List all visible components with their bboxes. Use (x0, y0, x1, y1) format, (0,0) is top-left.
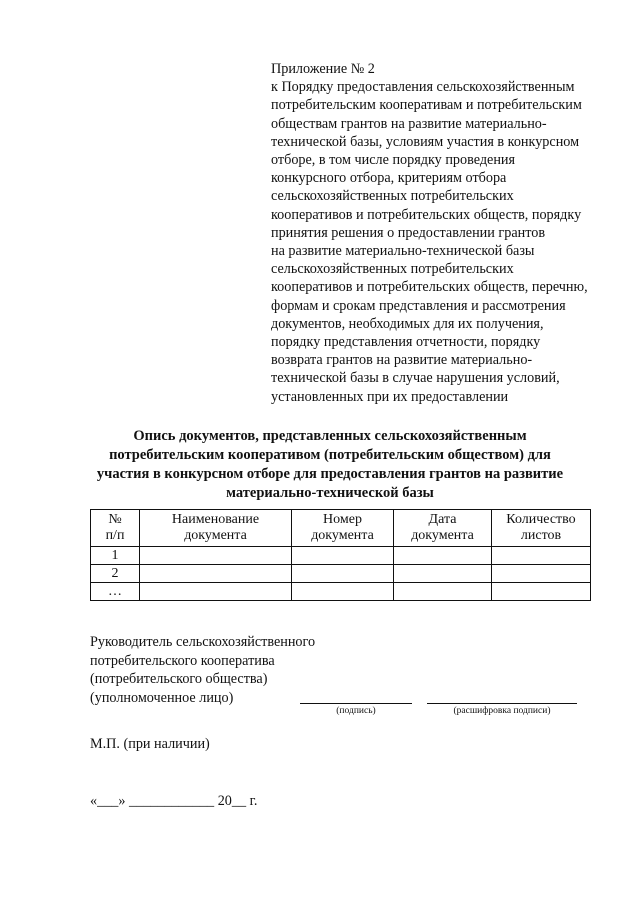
appendix-line: формам и срокам представления и рассмотрения (271, 297, 566, 314)
document-number-cell (292, 583, 394, 601)
signature-decode-label: (расшифровка подписи) (453, 706, 551, 716)
table-row (91, 583, 591, 601)
header-document-name: Наименование документа (140, 510, 292, 547)
signer-line: потребительского кооператива (90, 652, 275, 669)
document-name-cell (140, 583, 292, 601)
signature-decode-line (427, 703, 577, 704)
signer-line: Руководитель сельскохозяйственного (90, 634, 316, 650)
row-number-cell: 2 (91, 565, 140, 583)
document-date-cell (394, 547, 492, 565)
date-line: «___» ____________ 20__ г. (90, 793, 258, 809)
sheet-count-cell (492, 583, 591, 601)
table-row (91, 565, 591, 583)
signature-label: (подпись) (336, 706, 376, 716)
sheet-count-cell (492, 547, 591, 565)
stamp-place-label: М.П. (при наличии) (90, 736, 210, 752)
title-line: потребительским кооперативом (потребительским обществом) для (109, 447, 551, 463)
appendix-line: потребительским кооперативам и потребительским (271, 97, 582, 114)
appendix-block (271, 60, 616, 406)
appendix-heading: Приложение № 2 (271, 61, 375, 77)
table-header-row (91, 510, 591, 547)
document-title (60, 427, 600, 503)
header-document-number: Номер документа (292, 510, 394, 547)
appendix-line: на развитие материально-технической базы (271, 243, 535, 260)
appendix-line: сельскохозяйственных потребительских (271, 261, 514, 278)
document-name-cell (140, 565, 292, 583)
documents-inventory-table (90, 509, 591, 601)
document-number-cell (292, 547, 394, 565)
signature-line (300, 703, 412, 704)
title-line: Опись документов, представленных сельскохозяйственным (133, 428, 527, 444)
document-number-cell (292, 565, 394, 583)
signer-line: (уполномоченное лицо) (90, 689, 234, 706)
signer-line: (потребительского общества) (90, 671, 268, 687)
appendix-line: документов, необходимых для их получения, (271, 315, 544, 332)
appendix-line: к Порядку предоставления сельскохозяйственным (271, 79, 575, 96)
appendix-line: кооперативов и потребительских обществ, перечню, (271, 279, 588, 296)
title-line: материально-технической базы (226, 485, 434, 501)
appendix-line: возврата грантов на развитие материально- (271, 352, 533, 369)
appendix-line: кооперативов и потребительских обществ, порядку (271, 206, 582, 223)
appendix-line: принятия решения о предоставлении грантов (271, 224, 546, 241)
document-date-cell (394, 565, 492, 583)
appendix-line: обществам грантов на развитие материально- (271, 115, 547, 132)
sheet-count-cell (492, 565, 591, 583)
appendix-line: порядку представления отчетности, порядку (271, 334, 541, 351)
document-name-cell (140, 547, 292, 565)
appendix-line: сельскохозяйственных потребительских (271, 188, 514, 205)
header-sheet-count: Количество листов (492, 510, 591, 547)
table-row (91, 547, 591, 565)
row-number-cell: 1 (91, 547, 140, 565)
appendix-line: отборе, в том числе порядку проведения (271, 152, 516, 169)
document-date-cell (394, 583, 492, 601)
header-number: № п/п (91, 510, 140, 547)
signer-block (90, 633, 315, 707)
appendix-line: технической базы в случае нарушения условий, (271, 370, 560, 387)
title-line: участия в конкурсном отборе для предоставления грантов на развитие (96, 466, 564, 482)
appendix-line: технической базы, условиям участия в конкурсном (271, 133, 580, 150)
appendix-line: конкурсного отбора, критериям отбора (271, 170, 507, 187)
row-number-cell: … (91, 583, 140, 601)
header-document-date: Дата документа (394, 510, 492, 547)
appendix-line: установленных при их предоставлении (271, 388, 509, 405)
